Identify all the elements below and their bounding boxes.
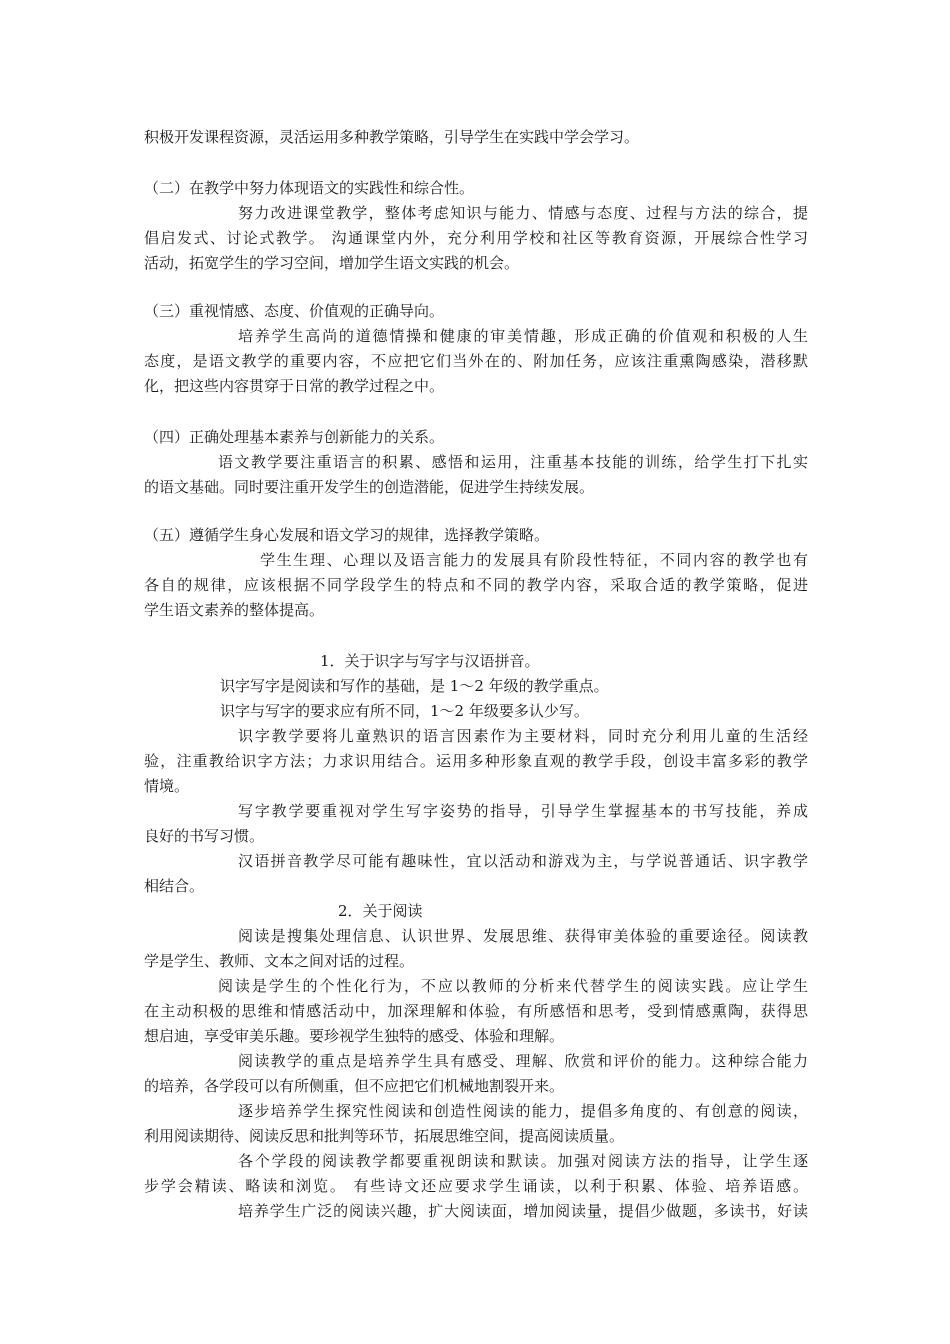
paragraph-line: 想启迪，享受审美乐趣。要珍视学生独特的感受、体验和理解。	[144, 1027, 565, 1045]
paragraph-line: 利用阅读期待、阅读反思和批判等环节，拓展思维空间，提高阅读质量。	[144, 1127, 625, 1145]
paragraph-line: 活动，拓宽学生的学习空间，增加学生语文实践的机会。	[144, 254, 520, 272]
paragraph-line: 各自的规律，应该根据不同学段学生的特点和不同的教学内容，采取合适的教学策略，促进	[144, 576, 808, 594]
subsection-heading: 1．关于识字与写字与汉语拼音。	[320, 652, 540, 670]
paragraph-line: 语文教学要注重语言的积累、感悟和运用，注重基本技能的训练，给学生打下扎实	[218, 453, 808, 471]
section-heading: （二）在教学中努力体现语文的实践性和综合性。	[144, 179, 475, 197]
paragraph-line: 良好的书写习惯。	[144, 827, 265, 845]
paragraph-line: 情境。	[144, 777, 190, 795]
paragraph-line: 步学会精读、略读和浏览。 有些诗文还应要求学生诵读，以利于积累、体验、培养语感。	[144, 1177, 808, 1195]
section-heading: （五）遵循学生身心发展和语文学习的规律，选择教学策略。	[144, 526, 550, 544]
paragraph-line: 态度，是语文教学的重要内容，不应把它们当外在的、附加任务，应该注重熏陶感染，潜移默	[144, 352, 808, 370]
paragraph-line: 逐步培养学生探究性阅读和创造性阅读的能力，提倡多角度的、有创意的阅读，	[238, 1102, 808, 1120]
paragraph-line: 相结合。	[144, 877, 205, 895]
paragraph-line: 写字教学要重视对学生写字姿势的指导，引导学生掌握基本的书写技能，养成	[238, 802, 808, 820]
paragraph-line: 的培养，各学段可以有所侧重，但不应把它们机械地割裂开来。	[144, 1077, 565, 1095]
subsection-heading: 2．关于阅读	[338, 902, 423, 920]
paragraph-line: 阅读教学的重点是培养学生具有感受、理解、欣赏和评价的能力。这种综合能力	[238, 1052, 808, 1070]
paragraph-line: 识字教学要将儿童熟识的语言因素作为主要材料，同时充分利用儿童的生活经	[238, 727, 808, 745]
section-heading: （三）重视情感、态度、价值观的正确导向。	[144, 302, 445, 320]
paragraph-line: 阅读是搜集处理信息、认识世界、发展思维、获得审美体验的重要途径。阅读教	[238, 927, 808, 945]
paragraph-line: 在主动积极的思维和情感活动中，加深理解和体验，有所感悟和思考，受到情感熏陶，获得思	[144, 1002, 808, 1020]
paragraph-line: 化，把这些内容贯穿于日常的教学过程之中。	[144, 377, 445, 395]
paragraph-line: 各个学段的阅读教学都要重视朗读和默读。加强对阅读方法的指导，让学生逐	[238, 1152, 808, 1170]
paragraph-line: 学生生理、心理以及语言能力的发展具有阶段性特征，不同内容的教学也有	[260, 551, 808, 569]
paragraph-line: 积极开发课程资源，灵活运用多种教学策略，引导学生在实践中学会学习。	[144, 128, 640, 146]
paragraph-line: 阅读是学生的个性化行为，不应以教师的分析来代替学生的阅读实践。应让学生	[218, 977, 808, 995]
paragraph-line: 学生语文素养的整体提高。	[144, 601, 325, 619]
paragraph-line: 识字与写字的要求应有所不同，1～2 年级要多认少写。	[220, 702, 589, 720]
paragraph-line: 培养学生广泛的阅读兴趣，扩大阅读面，增加阅读量，提倡少做题，多读书，好读	[238, 1202, 808, 1220]
paragraph-line: 验，注重教给识字方法；力求识用结合。运用多种形象直观的教学手段，创设丰富多彩的教学	[144, 752, 808, 770]
paragraph-line: 培养学生高尚的道德情操和健康的审美情趣，形成正确的价值观和积极的人生	[238, 327, 808, 345]
paragraph-line: 努力改进课堂教学，整体考虑知识与能力、情感与态度、过程与方法的综合，提	[238, 204, 808, 222]
paragraph-line: 倡启发式、讨论式教学。 沟通课堂内外，充分利用学校和社区等教育资源，开展综合性学习	[144, 229, 808, 247]
paragraph-line: 汉语拼音教学尽可能有趣味性，宜以活动和游戏为主，与学说普通话、识字教学	[238, 852, 808, 870]
paragraph-line: 识字写字是阅读和写作的基础，是 1～2 年级的教学重点。	[220, 677, 609, 695]
paragraph-line: 的语文基础。同时要注重开发学生的创造潜能，促进学生持续发展。	[144, 478, 595, 496]
section-heading: （四）正确处理基本素养与创新能力的关系。	[144, 428, 445, 446]
paragraph-line: 学是学生、教师、文本之间对话的过程。	[144, 952, 415, 970]
